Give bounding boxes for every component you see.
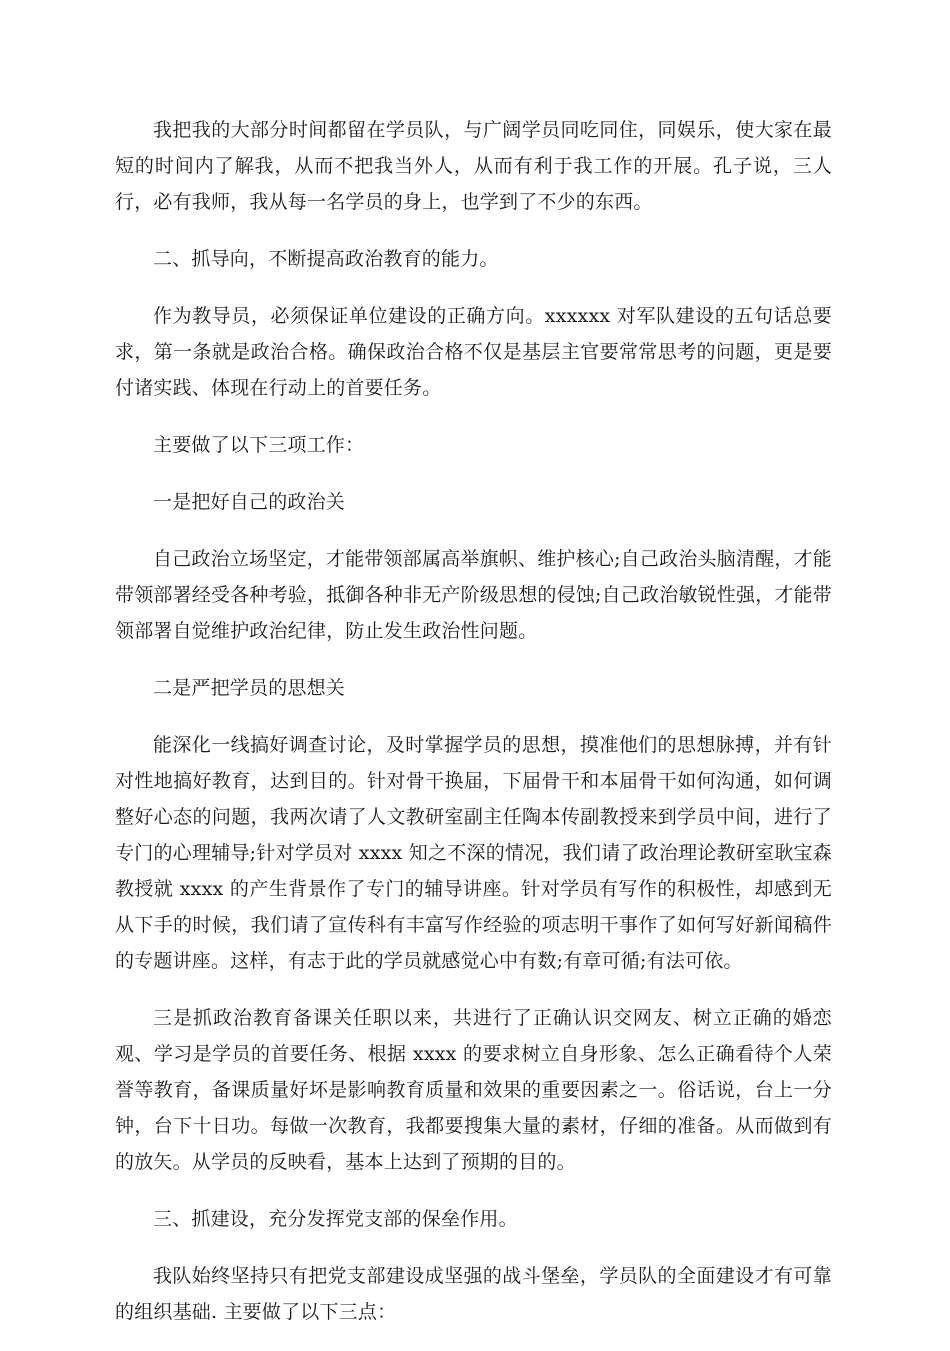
subheading: 二是严把学员的思想关: [153, 677, 346, 699]
subheading: 一是把好自己的政治关: [153, 491, 346, 513]
paragraph: 作为教导员，必须保证单位建设的正确方向。xxxxxx 对军队建设的五句话总要求，第一条就是政治合格。确保政治合格不仅是基层主官要常常思考的问题，更是要付诸实践、体现在行动上的首要任务。: [115, 305, 832, 399]
section-heading: 二、抓导向，不断提高政治教育的能力。: [153, 248, 499, 270]
document-body: [115, 112, 832, 1351]
paragraph: 自己政治立场坚定，才能带领部属高举旗帜、维护核心;自己政治头脑清醒，才能带领部署经受各种考验，抵御各种非无产阶级思想的侵蚀;自己政治敏锐性强，才能带领部署自觉维护政治纪律，防止发生政治性问题。: [115, 548, 833, 642]
section-heading: 三、抓建设，充分发挥党支部的保垒作用。: [153, 1208, 518, 1230]
paragraph: 三是抓政治教育备课关任职以来，共进行了正确认识交网友、树立正确的婚恋观、学习是学员的首要任务、根据 xxxx 的要求树立自身形象、怎么正确看待个人荣誉等教育，备课质量好坏是影响教育质量和效果的重要因素之一。俗话说，台上一分钟，台下十日功。每做一次教育，我都要搜集大量的素材，仔细的准备。从而做到有的放矢。从学员的反映看，基本上达到了预期的目的。: [115, 1007, 832, 1173]
paragraph: 能深化一线搞好调查讨论，及时掌握学员的思想，摸准他们的思想脉搏，并有针对性地搞好教育，达到目的。针对骨干换届，下届骨干和本届骨干如何沟通，如何调整好心态的问题，我两次请了人文教研室副主任陶本传副教授来到学员中间，进行了专门的心理辅导;针对学员对 xxxx 知之不深的情况，我们请了政治理论教研室耿宝森教授就 xxxx 的产生背景作了专门的辅导讲座。针对学员有写作的积极性，却感到无从下手的时候，我们请了宣传科有丰富写作经验的项志明干事作了如何写好新闻稿件的专题讲座。这样，有志于此的学员就感觉心中有数;有章可循;有法可依。: [115, 734, 832, 972]
paragraph: 我队始终坚持只有把党支部建设成坚强的战斗堡垒，学员队的全面建设才有可靠的组织基础. 主要做了以下三点：: [115, 1265, 832, 1323]
paragraph: 我把我的大部分时间都留在学员队，与广阔学员同吃同住，同娱乐，使大家在最短的时间内了解我，从而不把我当外人，从而有利于我工作的开展。孔子说，三人行，必有我师，我从每一名学员的身上，也学到了不少的东西。: [115, 119, 832, 213]
paragraph: 主要做了以下三项工作：: [153, 434, 365, 456]
